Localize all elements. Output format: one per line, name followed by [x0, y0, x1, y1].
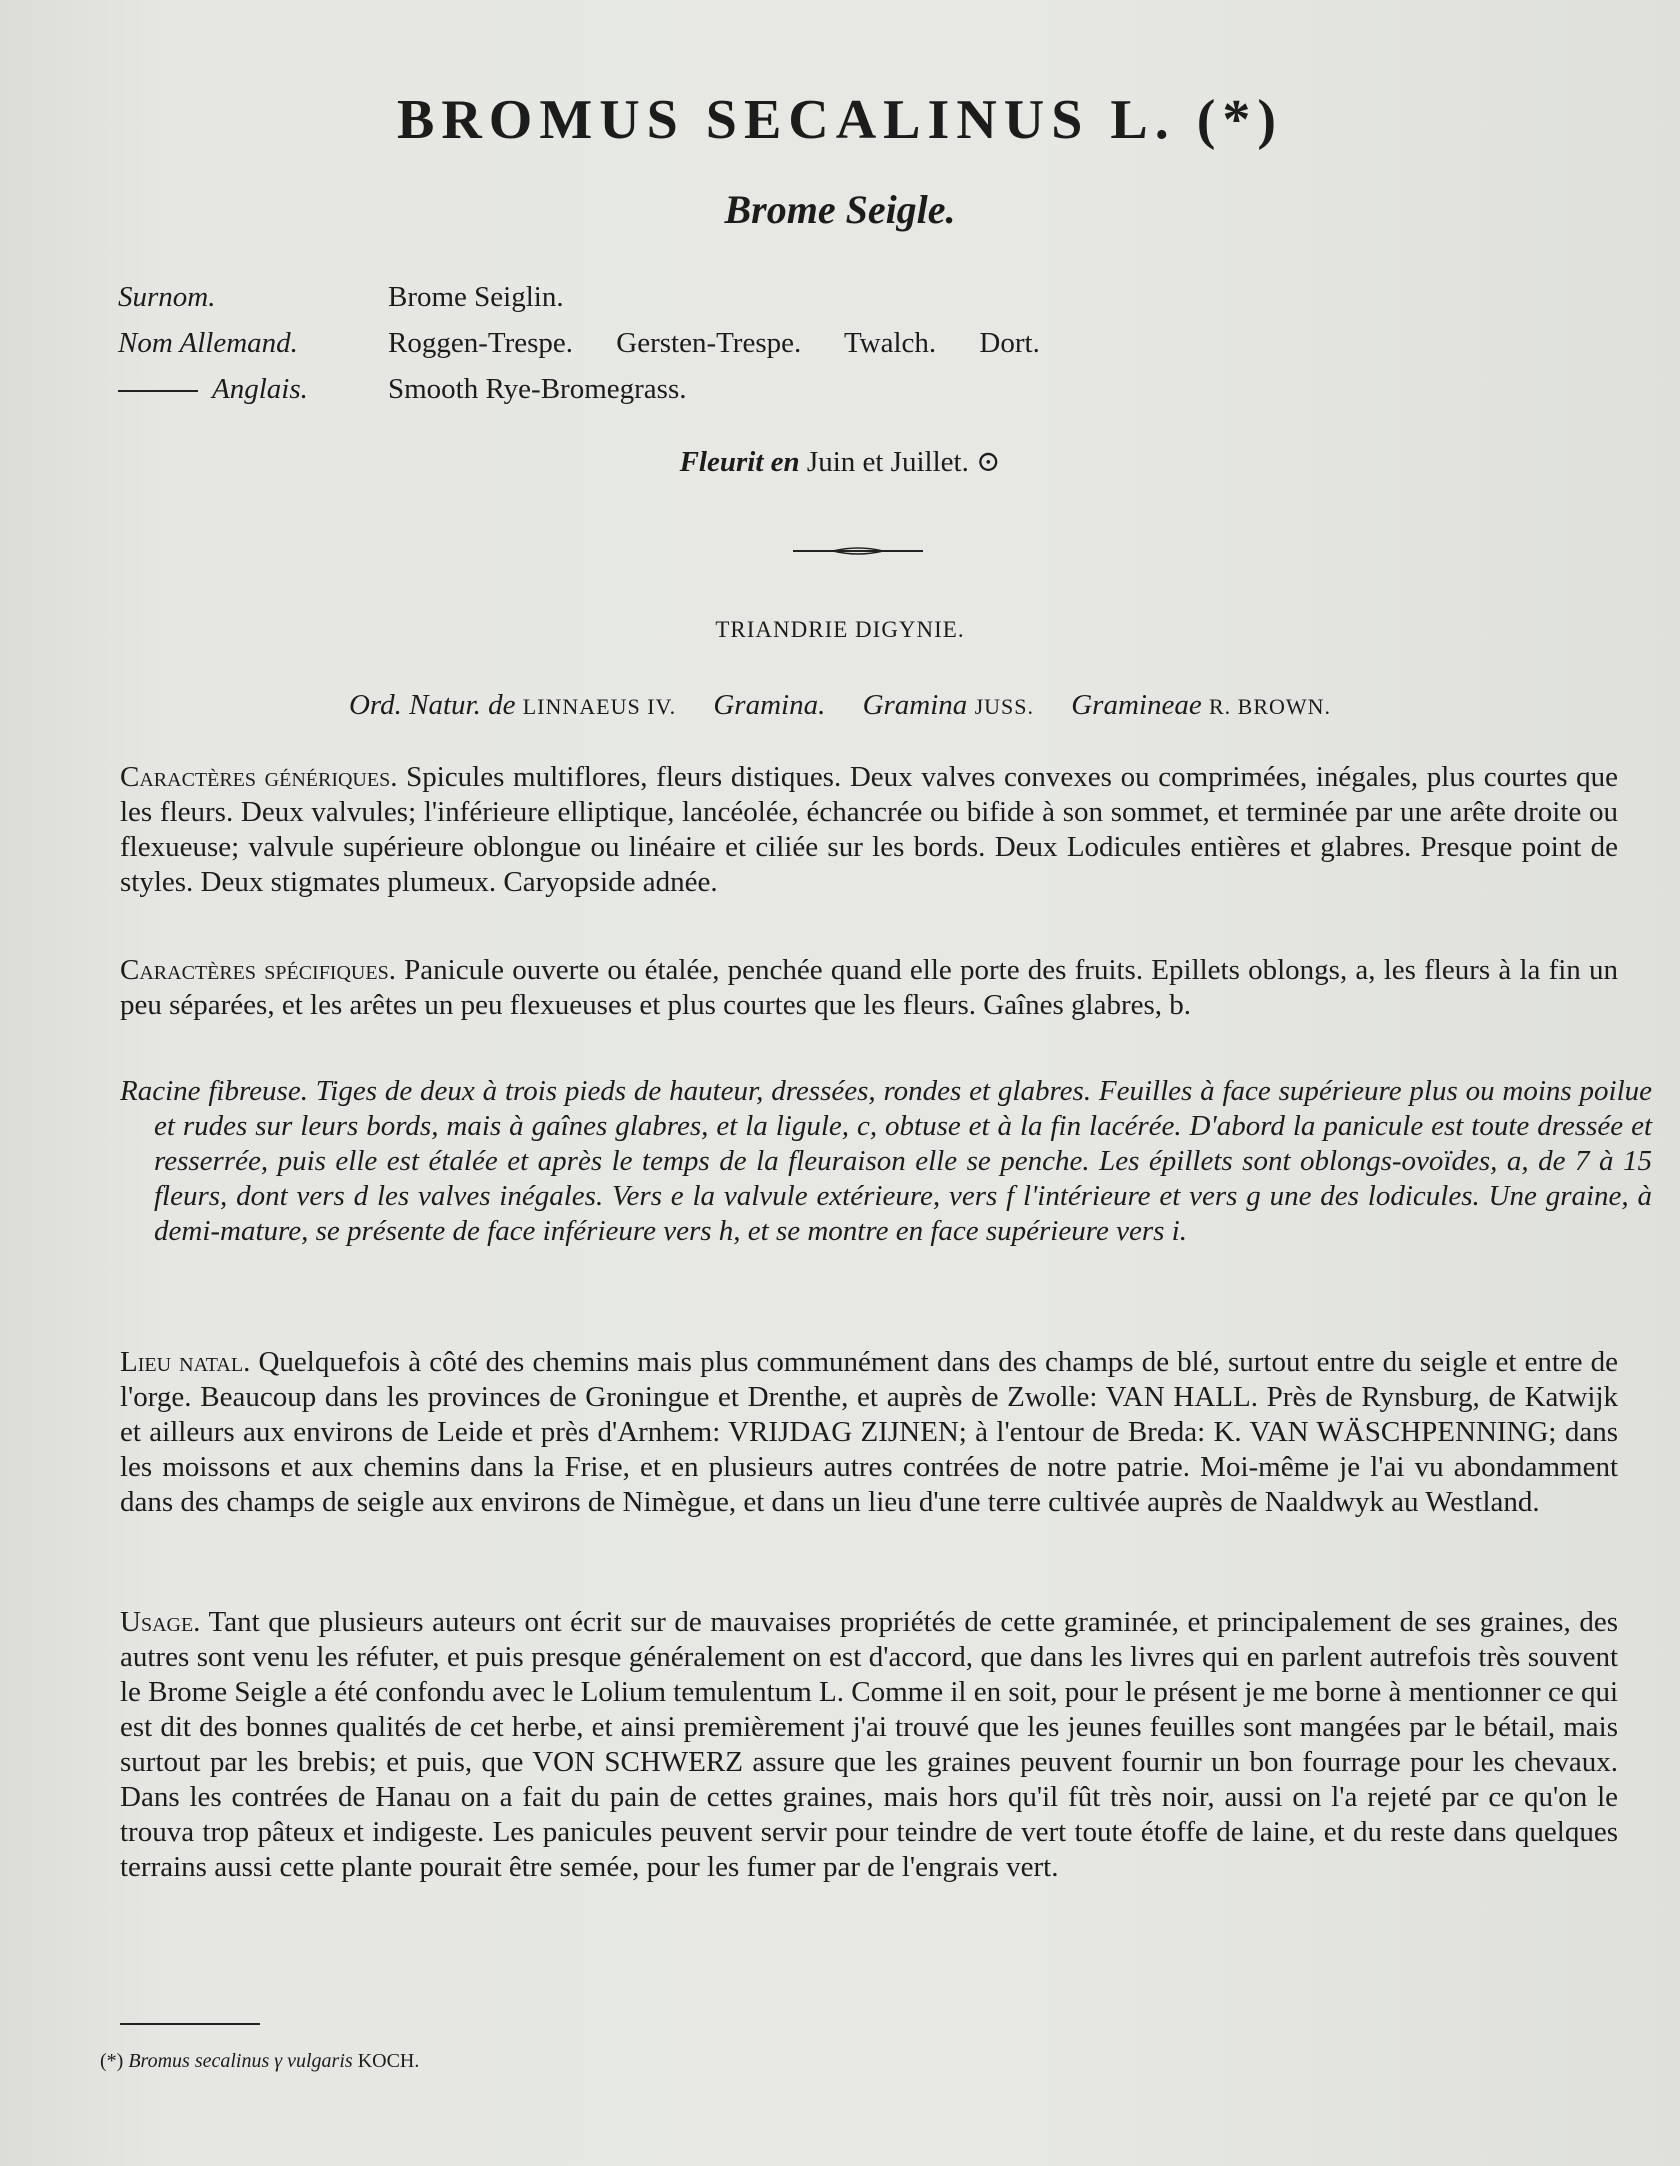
footnote-author: KOCH.	[357, 2050, 420, 2072]
specific-characters	[120, 953, 1618, 1023]
names-label: Nom Allemand.	[118, 327, 298, 359]
name-value: Smooth Rye-Bromegrass.	[388, 373, 687, 405]
natural-order	[0, 689, 1680, 722]
section-text: Spicules multiflores, fleurs distiques. Deux valves convexes ou comprimées, inégales, plus courtes que les fleurs. Deux valvules; l'inférieure elliptique, lancéolée, échancrée ou bifide à son sommet, et terminée par une arête droite ou flexueuse; valvule supérieure oblongue ou linéaire et ciliée sur les bords. Deux Lodicules entières et glabres. Presque point de styles. Deux stigmates plumeux. Caryopside adnée.	[120, 761, 1618, 898]
plant-description: Racine fibreuse. Tiges de deux à trois pieds de hauteur, dressées, rondes et glabres. Feuilles à face supérieure plus ou moins poilue et rudes sur leurs bords, mais à gaînes glabres, et la ligule, c, obtuse et à la fin lacérée. D'abord la panicule est toute dressée et resserrée, puis elle est étalée et après le temps de la fleuraison elle se penche. Les épillets sont oblongs-ovoïdes, a, de 7 à 15 fleurs, dont vers d les valves inégales. Vers e la valvule extérieure, vers f l'intérieure et vers g une des lodicules. Une graine, à demi-mature, se présente de face inférieure vers h, et se montre en face supérieure vers i.	[120, 1075, 1652, 1247]
annual-symbol: ⊙	[976, 446, 1001, 478]
names-label: Anglais.	[212, 373, 308, 405]
names-row	[118, 366, 1076, 412]
linnaean-class: TRIANDRIE DIGYNIE.	[715, 617, 965, 642]
section-text: Panicule ouverte ou étalée, penchée quand elle porte des fruits. Epillets oblongs, a, les fleurs à la fin un peu séparées, et les arêtes un peu flexueuses et plus courtes que les fleurs. Gaînes glabres, b.	[120, 954, 1619, 1021]
vernacular-names	[118, 274, 1076, 412]
section-label: Caractères spécifiques.	[120, 954, 396, 986]
page-title: BROMUS SECALINUS L. (*)	[397, 89, 1283, 151]
footnote-mark: (*)	[100, 2050, 124, 2072]
names-values	[388, 320, 1076, 366]
footnote-text: Bromus secalinus γ vulgaris	[128, 2050, 353, 2072]
footnote	[100, 2050, 419, 2073]
flowering-prefix: Fleurit en	[679, 446, 800, 478]
order-family: Gramineae	[1071, 689, 1202, 721]
order-prefix: Ord. Natur. de	[348, 689, 516, 721]
page-subtitle: Brome Seigle.	[724, 187, 956, 232]
ornament-divider	[793, 545, 923, 557]
section-label: Caractères génériques.	[120, 761, 398, 793]
section-text: Quelquefois à côté des chemins mais plus communément dans des champs de blé, surtout entre du seigle et entre de l'orge. Beaucoup dans les provinces de Groningue et Drenthe, et auprès de Zwolle: VAN HALL. Près de Rynsburg, de Katwijk et ailleurs aux environs de Leide et près d'Arnhem: VRIJDAG ZIJNEN; à l'entour de Breda: K. VAN WÄSCHPENNING; dans les moissons et aux chemins dans la Frise, et en plusieurs autres contrées de notre patrie. Moi-même je l'ai vu abondamment dans des champs de seigle aux environs de Nimègue, et dans un lieu d'une terre cultivée auprès de Naaldwyk au Westland.	[120, 1346, 1618, 1518]
order-family: Gramina	[862, 689, 968, 721]
names-label: Surnom.	[118, 281, 216, 313]
section-label: Usage.	[120, 1606, 201, 1638]
names-values	[388, 366, 722, 412]
names-row	[118, 274, 1076, 320]
section-label: Lieu natal.	[120, 1346, 251, 1378]
footnote-rule	[120, 2023, 260, 2025]
order-author: R. BROWN.	[1208, 694, 1332, 719]
ditto-dash	[118, 390, 198, 392]
flowering-text: Juin et Juillet.	[806, 446, 969, 478]
names-label-row	[118, 366, 388, 412]
names-values	[388, 274, 600, 320]
generic-characters	[120, 760, 1618, 900]
section-text: Tant que plusieurs auteurs ont écrit sur de mauvaises propriétés de cette graminée, et principalement de ses graines, des autres sont venu les réfuter, et puis presque généralement on est d'accord, que dans les livres qui en parlent autrefois très souvent le Brome Seigle a été confondu avec le Lolium temulentum L. Comme il en soit, pour le présent je me borne à mentionner ce qui est dit des bonnes qualités de cet herbe, et ainsi premièrement j'ai trouvé que les jeunes feuilles sont mangées par le bétail, mais surtout par les brebis; et puis, que VON SCHWERZ assure que les graines peuvent fournir un bon fourrage pour les chevaux. Dans les contrées de Hanau on a fait du pain de cettes graines, mais hors qu'il fût très noir, aussi on l'a rejeté par ce qu'on le trouva trop pâteux et indigeste. Les panicules peuvent servir pour teindre de vert toute étoffe de laine, et du reste dans quelques terrains aussi cette plante pourait être semée, pour les fumer par de l'engrais vert.	[120, 1606, 1618, 1883]
order-author: JUSS.	[974, 694, 1034, 719]
name-value: Twalch.	[843, 327, 937, 359]
name-value: Gersten-Trespe.	[616, 327, 802, 359]
name-value: Roggen-Trespe.	[388, 327, 574, 359]
flowering-line	[0, 444, 1680, 479]
name-value: Brome Seiglin.	[388, 281, 564, 313]
usage-section	[120, 1605, 1618, 1885]
names-row	[118, 320, 1076, 366]
order-family: Gramina.	[713, 689, 826, 721]
order-author: LINNAEUS IV.	[522, 694, 677, 719]
habitat-section	[120, 1345, 1618, 1520]
name-value: Dort.	[979, 327, 1040, 359]
